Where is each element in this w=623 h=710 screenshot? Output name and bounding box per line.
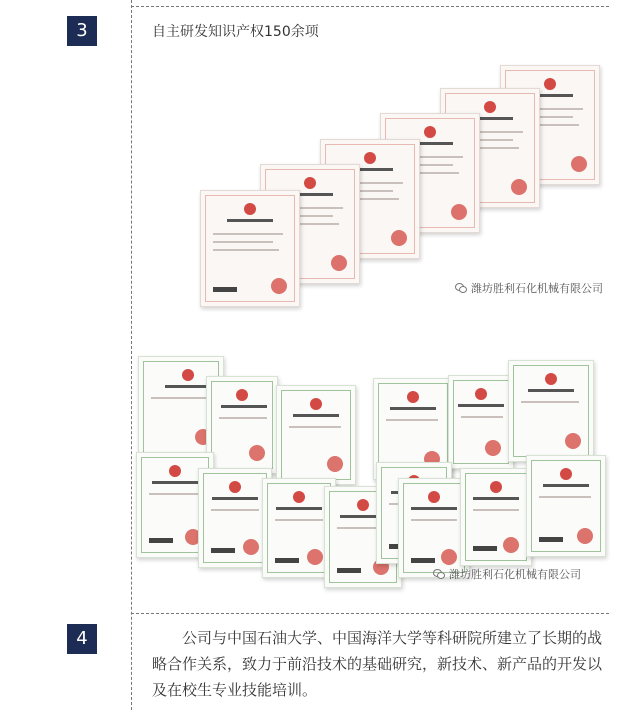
certificate [526,455,606,557]
image-watermark [455,280,603,296]
certificate [206,376,278,474]
section-body-text: 公司与中国石油大学、中国海洋大学等科研院所建立了长期的战略合作关系，致力于前沿技术的基础研究，新技术、新产品的开发以及在校生专业技能培训。 [152,629,603,699]
wechat-icon [455,283,467,293]
certificate [276,385,356,485]
image-watermark [433,566,581,582]
divider-middle [131,613,609,614]
wechat-icon [433,569,445,579]
certificate [460,468,532,566]
section-number-badge-3: 3 [67,16,97,46]
watermark-text: 潍坊胜利石化机械有限公司 [471,282,603,295]
timeline-vertical-line [131,0,132,710]
section-heading: 自主研发知识产权150余项 [152,24,319,40]
certificate [200,190,300,307]
certificate [198,468,272,568]
section-number-badge-4: 4 [67,624,97,654]
certificate [448,375,514,469]
watermark-text: 潍坊胜利石化机械有限公司 [449,568,581,581]
certificate [508,360,594,462]
divider-top [131,6,609,7]
